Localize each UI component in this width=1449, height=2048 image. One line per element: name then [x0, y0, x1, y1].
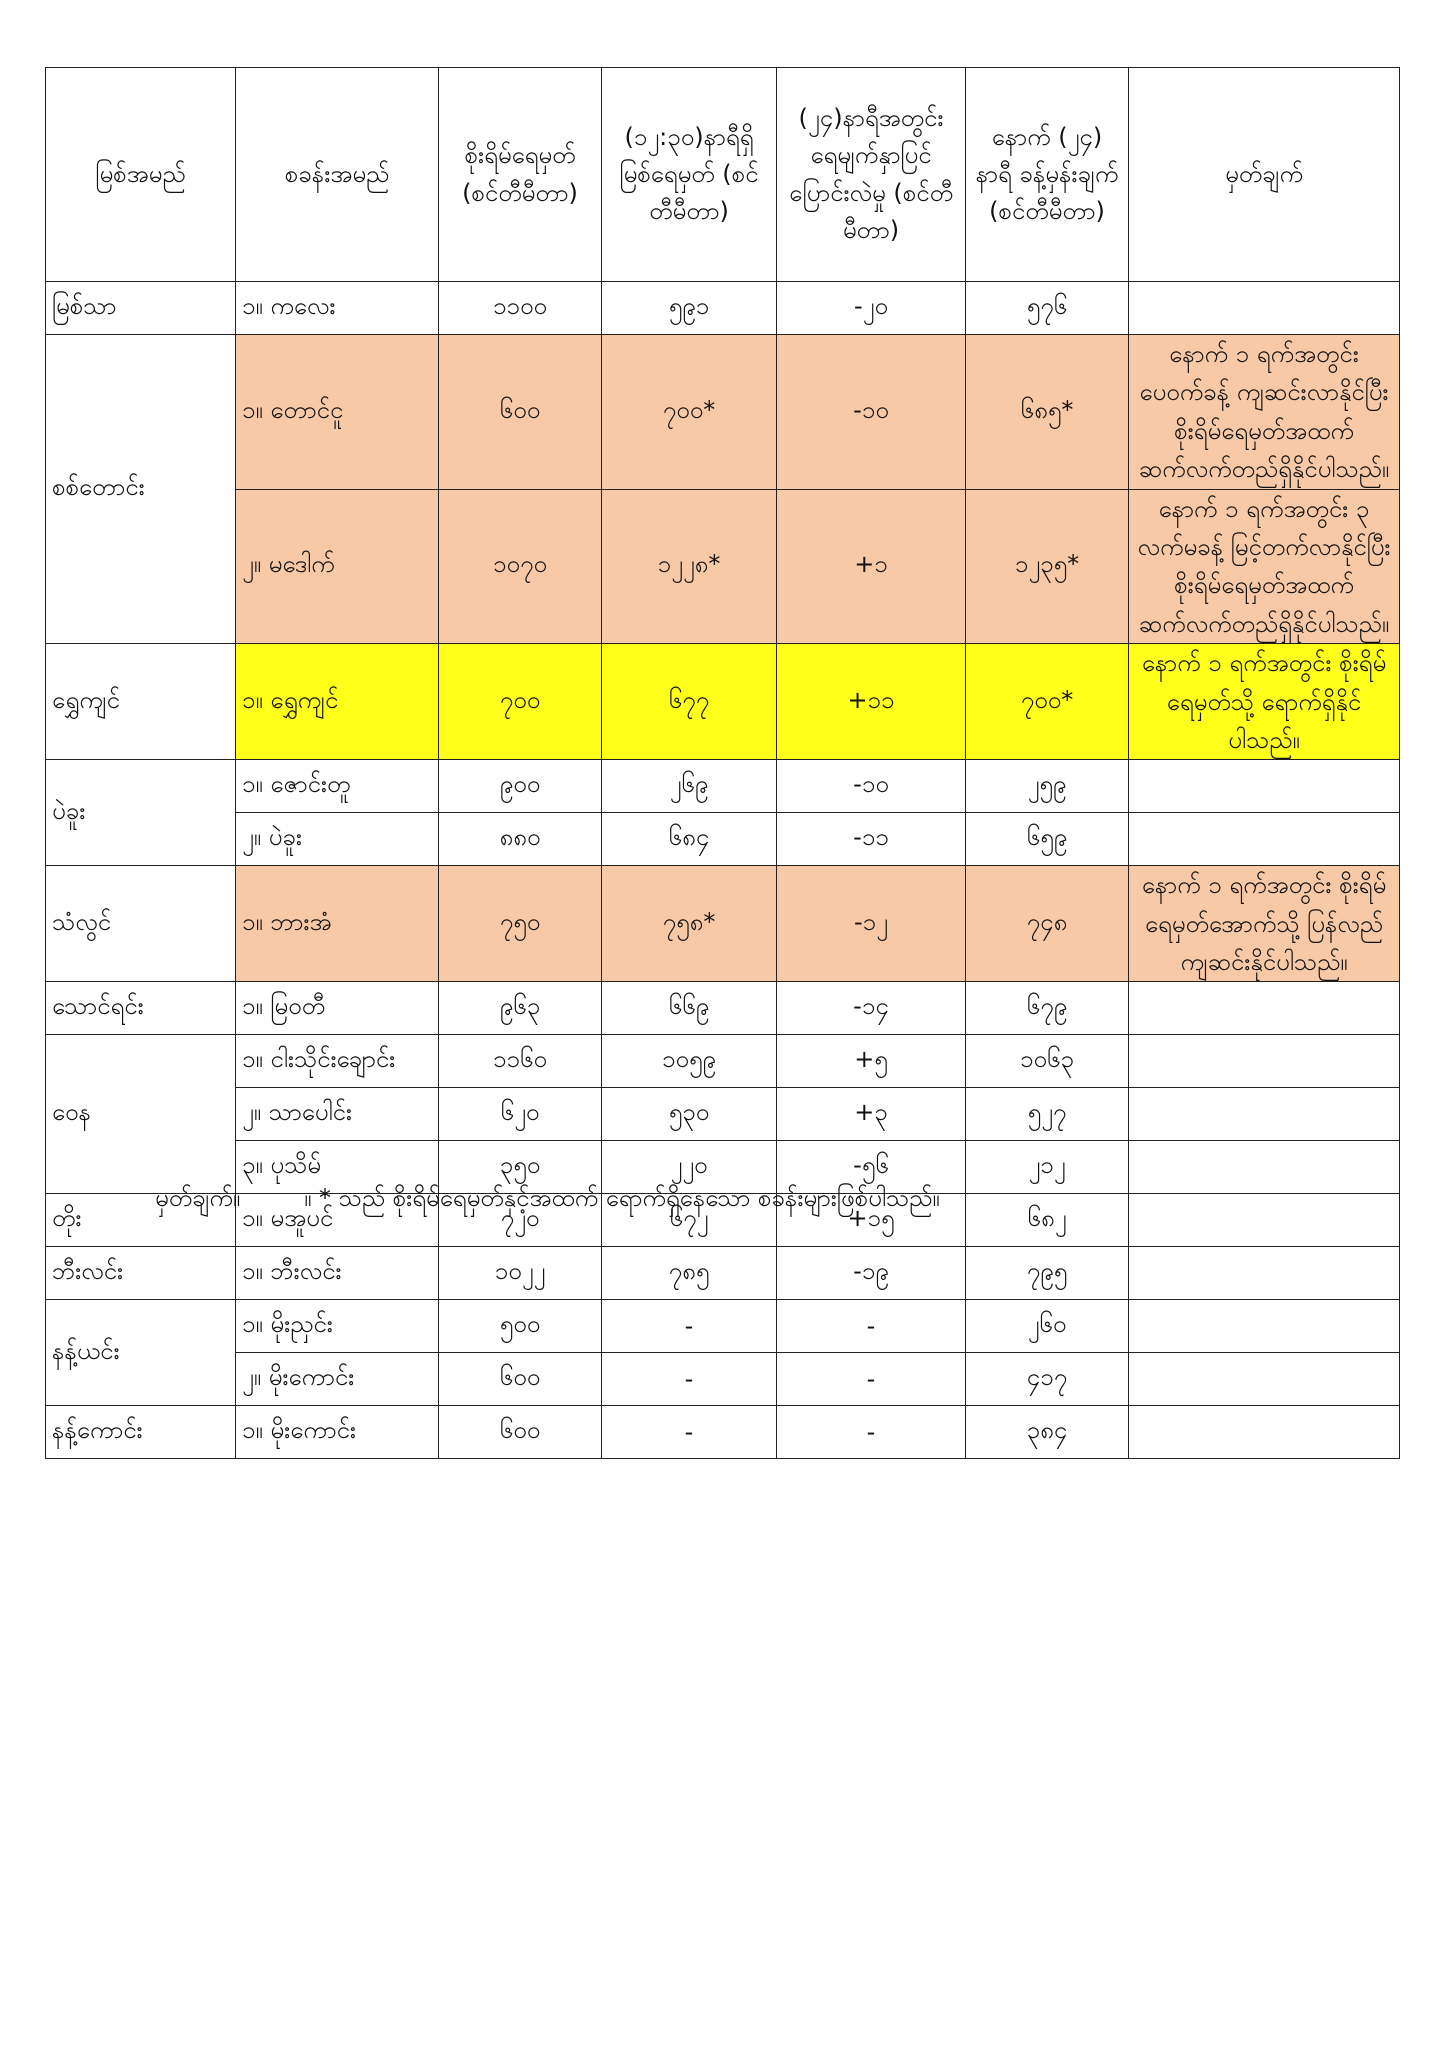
- footnote-text: ။ * သည် စိုးရိမ်ရေမှတ်နှင့်အထက် ရောက်ရှိနေသော စခန်းများဖြစ်ပါသည်။: [304, 1184, 940, 1212]
- forecast-cell: ၅၇၆: [966, 282, 1129, 335]
- danger-level-cell: ၃၅၀: [439, 1141, 602, 1194]
- current-level-cell: ၂၆၉: [602, 760, 777, 813]
- remark-cell: [1129, 1088, 1400, 1141]
- forecast-cell: ၅၂၇: [966, 1088, 1129, 1141]
- station-cell: ၁။ ဇောင်းတူ: [236, 760, 439, 813]
- danger-level-cell: ၇၅၀: [439, 866, 602, 982]
- forecast-cell: ၇၀၀*: [966, 644, 1129, 760]
- current-level-cell: ၁၂၂၈*: [602, 489, 777, 644]
- station-cell: ၁။ ကလေး: [236, 282, 439, 335]
- remark-cell: နောက် ၁ ရက်အတွင်း ပေ၀က်ခန့် ကျဆင်းလာနိုင်ပြီး စိုးရိမ်ရေမှတ်အထက် ဆက်လက်တည်ရှိနိုင်ပါသည်။: [1129, 335, 1400, 490]
- change-cell: -၁၉: [777, 1247, 966, 1300]
- change-cell: -၅၆: [777, 1141, 966, 1194]
- footnote: [155, 1182, 940, 1218]
- danger-level-cell: ၁၁၆၀: [439, 1035, 602, 1088]
- current-level-cell: -: [602, 1300, 777, 1353]
- table-row: [46, 866, 1400, 982]
- table-row: [46, 1247, 1400, 1300]
- header-forecast: နောက် (၂၄) နာရီ ခန့်မှန်းချက် (စင်တီမီတာ): [966, 68, 1129, 282]
- table-row: [46, 1088, 1400, 1141]
- table-row: [46, 489, 1400, 644]
- danger-level-cell: ၆၀၀: [439, 335, 602, 490]
- forecast-cell: ၆၅၉: [966, 813, 1129, 866]
- station-cell: ၁။ ငါးသိုင်းချောင်း: [236, 1035, 439, 1088]
- forecast-cell: ၂၁၂: [966, 1141, 1129, 1194]
- change-cell: +၁၁: [777, 644, 966, 760]
- remark-cell: [1129, 982, 1400, 1035]
- river-name-cell: နန့်ကောင်း: [46, 1406, 236, 1459]
- river-name-cell: ရွှေကျင်: [46, 644, 236, 760]
- river-name-cell: စစ်တောင်း: [46, 335, 236, 644]
- remark-cell: [1129, 1247, 1400, 1300]
- change-cell: +၅: [777, 1035, 966, 1088]
- change-cell: +၁: [777, 489, 966, 644]
- danger-level-cell: ၆၀၀: [439, 1406, 602, 1459]
- forecast-cell: ၁၂၃၅*: [966, 489, 1129, 644]
- danger-level-cell: ၁၀၇၀: [439, 489, 602, 644]
- river-name-cell: ပဲခူး: [46, 760, 236, 866]
- danger-level-cell: ၁၀၂၂: [439, 1247, 602, 1300]
- table-row: [46, 1300, 1400, 1353]
- header-station: စခန်းအမည်: [236, 68, 439, 282]
- current-level-cell: -: [602, 1353, 777, 1406]
- remark-cell: [1129, 282, 1400, 335]
- change-cell: +၁၅: [777, 1194, 966, 1247]
- station-cell: ၂။ ပဲခူး: [236, 813, 439, 866]
- forecast-cell: ၁၀၆၃: [966, 1035, 1129, 1088]
- remark-cell: [1129, 1141, 1400, 1194]
- current-level-cell: -: [602, 1406, 777, 1459]
- current-level-cell: ၂၂၀: [602, 1141, 777, 1194]
- remark-cell: [1129, 760, 1400, 813]
- header-24h-change: (၂၄)နာရီအတွင်း ရေမျက်နှာပြင် ပြောင်းလဲမှု (စင်တီမီတာ): [777, 68, 966, 282]
- danger-level-cell: ၇၀၀: [439, 644, 602, 760]
- river-name-cell: ဘီးလင်း: [46, 1247, 236, 1300]
- river-name-cell: ဝေန: [46, 1035, 236, 1194]
- table-row: [46, 335, 1400, 490]
- table-row: [46, 1353, 1400, 1406]
- station-cell: ၁။ ရွှေကျင်: [236, 644, 439, 760]
- change-cell: -၁၄: [777, 982, 966, 1035]
- station-cell: ၁။ ဘားအံ: [236, 866, 439, 982]
- forecast-cell: ၆၈၂: [966, 1194, 1129, 1247]
- header-danger-level: စိုးရိမ်ရေမှတ် (စင်တီမီတာ): [439, 68, 602, 282]
- current-level-cell: ၆၈၄: [602, 813, 777, 866]
- table-row: [46, 813, 1400, 866]
- danger-level-cell: ၈၈၀: [439, 813, 602, 866]
- header-remark: မှတ်ချက်: [1129, 68, 1400, 282]
- current-level-cell: ၇၈၅: [602, 1247, 777, 1300]
- river-name-cell: သောင်ရင်း: [46, 982, 236, 1035]
- header-row: [46, 68, 1400, 282]
- river-name-cell: သံလွင်: [46, 866, 236, 982]
- river-name-cell: နန့်ယင်း: [46, 1300, 236, 1406]
- danger-level-cell: ၇၂၀: [439, 1194, 602, 1247]
- change-cell: -: [777, 1353, 966, 1406]
- station-cell: ၁။ မအူပင်: [236, 1194, 439, 1247]
- station-cell: ၁။ တောင်ငူ: [236, 335, 439, 490]
- table-row: [46, 644, 1400, 760]
- forecast-cell: ၂၆၀: [966, 1300, 1129, 1353]
- change-cell: -၁၀: [777, 335, 966, 490]
- current-level-cell: ၅၉၁: [602, 282, 777, 335]
- remark-cell: [1129, 813, 1400, 866]
- remark-cell: [1129, 1353, 1400, 1406]
- table-row: [46, 760, 1400, 813]
- current-level-cell: ၅၃၀: [602, 1088, 777, 1141]
- current-level-cell: ၆၆၉: [602, 982, 777, 1035]
- station-cell: ၁။ မြ၀တီ: [236, 982, 439, 1035]
- change-cell: -၂၀: [777, 282, 966, 335]
- remark-cell: [1129, 1194, 1400, 1247]
- forecast-cell: ၆၈၅*: [966, 335, 1129, 490]
- current-level-cell: ၇၀၀*: [602, 335, 777, 490]
- station-cell: ၁။ မိုးကောင်း: [236, 1406, 439, 1459]
- station-cell: ၁။ မိုးညှင်း: [236, 1300, 439, 1353]
- station-cell: ၂။ မဒေါက်: [236, 489, 439, 644]
- current-level-cell: ၆၇၂: [602, 1194, 777, 1247]
- change-cell: -၁၂: [777, 866, 966, 982]
- river-name-cell: မြစ်သာ: [46, 282, 236, 335]
- danger-level-cell: ၆၀၀: [439, 1353, 602, 1406]
- current-level-cell: ၇၅၈*: [602, 866, 777, 982]
- footnote-label: မှတ်ချက်။: [155, 1184, 241, 1212]
- remark-cell: နောက် ၁ ရက်အတွင်း ၃ လက်မခန့် မြင့်တက်လာနိုင်ပြီး စိုးရိမ်ရေမှတ်အထက် ဆက်လက်တည်ရှိနိုင်ပါသည်။: [1129, 489, 1400, 644]
- forecast-cell: ၇၉၅: [966, 1247, 1129, 1300]
- danger-level-cell: ၁၁၀၀: [439, 282, 602, 335]
- table-row: [46, 982, 1400, 1035]
- header-current-level: (၁၂:၃၀)နာရီရှိ မြစ်ရေမှတ် (စင်တီမီတာ): [602, 68, 777, 282]
- forecast-cell: ၃၈၄: [966, 1406, 1129, 1459]
- river-level-table: [45, 67, 1400, 1459]
- danger-level-cell: ၅၀၀: [439, 1300, 602, 1353]
- station-cell: ၂။ သာပေါင်း: [236, 1088, 439, 1141]
- danger-level-cell: ၉၆၃: [439, 982, 602, 1035]
- forecast-cell: ၆၇၉: [966, 982, 1129, 1035]
- current-level-cell: ၆၇၇: [602, 644, 777, 760]
- forecast-cell: ၂၅၉: [966, 760, 1129, 813]
- table-body: [46, 282, 1400, 1459]
- station-cell: ၂။ မိုးကောင်း: [236, 1353, 439, 1406]
- change-cell: -: [777, 1300, 966, 1353]
- danger-level-cell: ၉၀၀: [439, 760, 602, 813]
- table-row: [46, 1035, 1400, 1088]
- remark-cell: [1129, 1406, 1400, 1459]
- river-name-cell: တိုး: [46, 1194, 236, 1247]
- remark-cell: [1129, 1035, 1400, 1088]
- remark-cell: နောက် ၁ ရက်အတွင်း စိုးရိမ်ရေမှတ်အောက်သို့ ပြန်လည်ကျဆင်းနိုင်ပါသည်။: [1129, 866, 1400, 982]
- change-cell: +၃: [777, 1088, 966, 1141]
- table-row: [46, 1406, 1400, 1459]
- remark-cell: နောက် ၁ ရက်အတွင်း စိုးရိမ်ရေမှတ်သို့ ရောက်ရှိနိုင်ပါသည်။: [1129, 644, 1400, 760]
- remark-cell: [1129, 1300, 1400, 1353]
- forecast-cell: ၇၄၈: [966, 866, 1129, 982]
- change-cell: -၁၁: [777, 813, 966, 866]
- header-river: မြစ်အမည်: [46, 68, 236, 282]
- change-cell: -: [777, 1406, 966, 1459]
- change-cell: -၁၀: [777, 760, 966, 813]
- current-level-cell: ၁၀၅၉: [602, 1035, 777, 1088]
- station-cell: ၁။ ဘီးလင်း: [236, 1247, 439, 1300]
- danger-level-cell: ၆၂၀: [439, 1088, 602, 1141]
- forecast-cell: ၄၁၇: [966, 1353, 1129, 1406]
- station-cell: ၃။ ပုသိမ်: [236, 1141, 439, 1194]
- table-row: [46, 282, 1400, 335]
